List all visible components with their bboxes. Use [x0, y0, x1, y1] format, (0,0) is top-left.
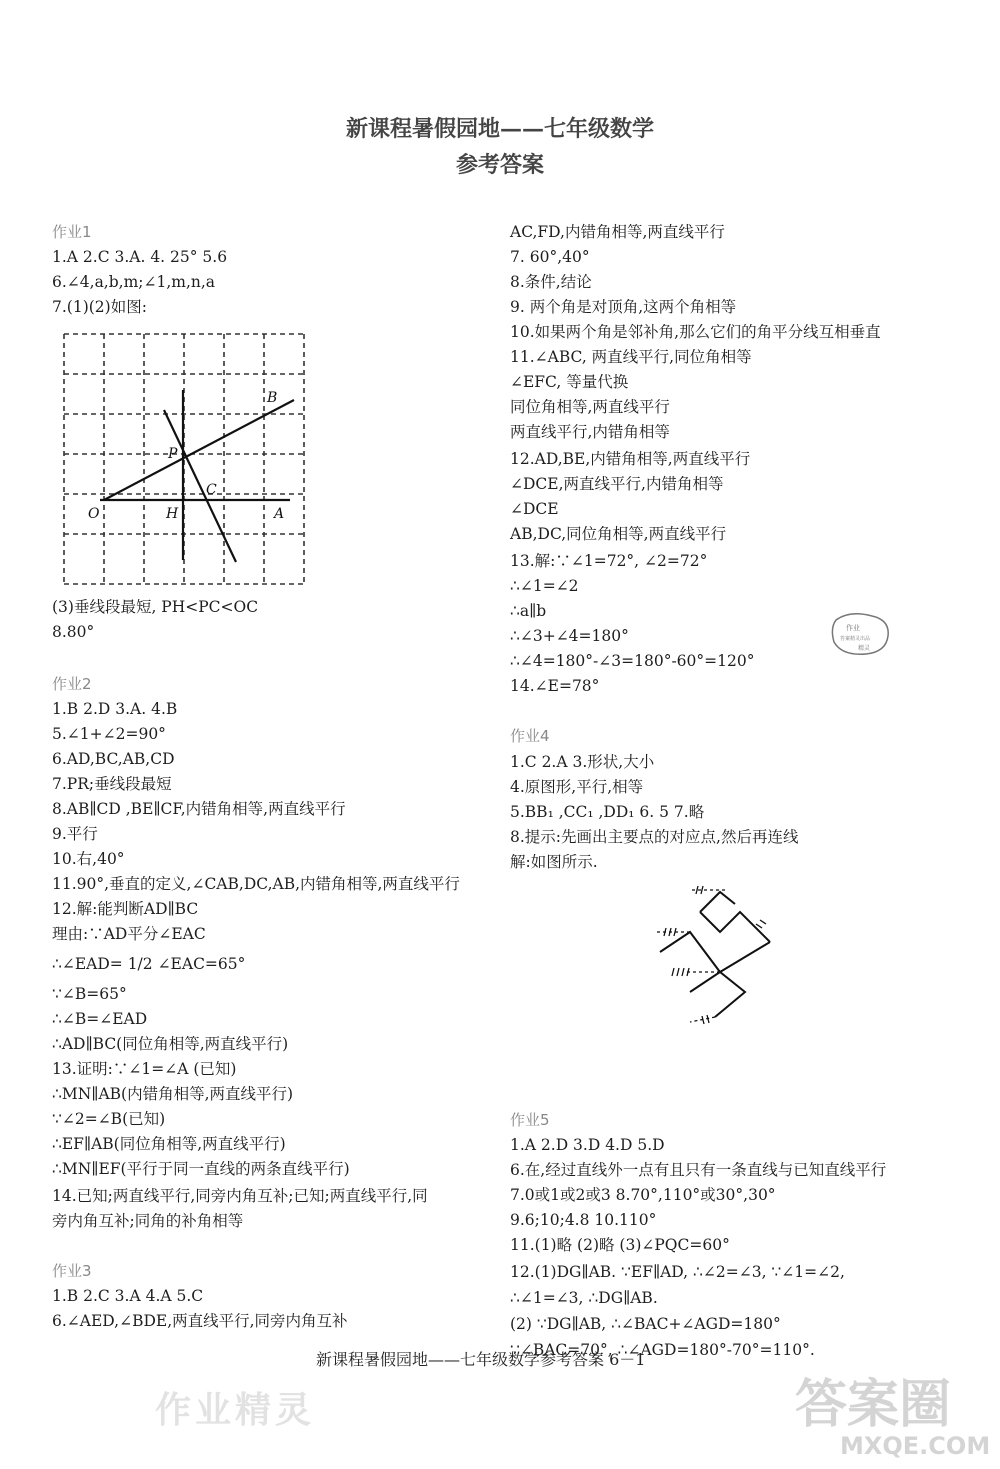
- answer-line: 9.平行: [52, 825, 98, 843]
- answer-line: 12.解:能判断AD∥BC: [52, 900, 199, 918]
- section-heading: 作业1: [52, 223, 92, 241]
- label-B: B: [267, 390, 278, 406]
- answer-line: 6.在,经过直线外一点有且只有一条直线与已知直线平行: [510, 1161, 887, 1179]
- answer-line: 1.C 2.A 3.形状,大小: [510, 753, 655, 771]
- answer-line: 14.已知;两直线平行,同旁内角互补;已知;两直线平行,同: [52, 1187, 428, 1205]
- page-title: 新课程暑假园地——七年级数学: [345, 116, 654, 142]
- answer-line: 13.解:∵∠1=72°, ∠2=72°: [510, 552, 708, 570]
- answer-line: ∵∠2=∠B(已知): [52, 1110, 166, 1128]
- answer-line: ∠EFC, 等量代换: [510, 373, 629, 391]
- section-heading: 作业4: [510, 727, 550, 745]
- answer-line: ∵∠BAC=70°, ∴∠AGD=180°-70°=110°.: [510, 1341, 815, 1359]
- answer-line: 7.(1)(2)如图:: [52, 298, 147, 316]
- watermark-site: MXQE.COM: [840, 1432, 991, 1460]
- answer-line: ∴∠EAD= 1/2 ∠EAC=65°: [52, 955, 246, 973]
- answer-line: 5.BB₁ ,CC₁ ,DD₁ 6. 5 7.略: [510, 803, 705, 821]
- answer-line: 14.∠E=78°: [510, 677, 600, 695]
- answer-line: 10.如果两个角是邻补角,那么它们的角平分线互相垂直: [510, 323, 881, 341]
- answer-line: ∴∠1=∠2: [510, 577, 579, 595]
- answer-line: 理由:∵AD平分∠EAC: [52, 925, 206, 943]
- answer-line: 10.右,40°: [52, 850, 125, 868]
- svg-text:答案精灵出品: 答案精灵出品: [840, 636, 871, 642]
- answer-line: (3)垂线段最短, PH<PC<OC: [52, 598, 259, 616]
- answer-line: (2) ∵DG∥AB, ∴∠BAC+∠AGD=180°: [510, 1315, 781, 1333]
- label-C: C: [206, 482, 217, 498]
- answer-line: 7. 60°,40°: [510, 248, 590, 266]
- answer-line: 8.AB∥CD ,BE∥CF,内错角相等,两直线平行: [52, 800, 346, 818]
- svg-text:精灵: 精灵: [858, 645, 871, 652]
- answer-line: 12.AD,BE,内错角相等,两直线平行: [510, 450, 751, 468]
- answer-line: 7.PR;垂线段最短: [52, 775, 172, 793]
- answer-line: 旁内角互补;同角的补角相等: [52, 1212, 244, 1230]
- stamp-logo: [828, 610, 894, 658]
- answer-line: ∵∠B=65°: [52, 985, 127, 1003]
- answer-line: ∴∠4=180°-∠3=180°-60°=120°: [510, 652, 755, 670]
- label-P: P: [168, 446, 178, 462]
- answer-line: ∴EF∥AB(同位角相等,两直线平行): [52, 1135, 286, 1153]
- answer-line: ∠DCE,两直线平行,内错角相等: [510, 475, 724, 493]
- answer-line: 8.提示:先画出主要点的对应点,然后再连线: [510, 828, 799, 846]
- answer-line: ∴∠3+∠4=180°: [510, 627, 629, 645]
- answer-line: ∴∠B=∠EAD: [52, 1010, 148, 1028]
- answer-line: 解:如图所示.: [510, 853, 598, 871]
- section-heading: 作业5: [510, 1111, 550, 1129]
- answer-line: 8.条件,结论: [510, 273, 592, 291]
- answer-line: AC,FD,内错角相等,两直线平行: [510, 223, 725, 241]
- answer-line: 7.0或1或2或3 8.70°,110°或30°,30°: [510, 1186, 776, 1204]
- answer-line: ∴AD∥BC(同位角相等,两直线平行): [52, 1035, 289, 1053]
- answer-line: 9.6;10;4.8 10.110°: [510, 1211, 657, 1229]
- section-heading: 作业2: [52, 675, 92, 693]
- answer-line: 同位角相等,两直线平行: [510, 398, 670, 416]
- answer-line: 8.80°: [52, 623, 95, 641]
- answer-line: 11.(1)略 (2)略 (3)∠PQC=60°: [510, 1236, 730, 1254]
- answer-line: ∴MN∥AB(内错角相等,两直线平行): [52, 1085, 294, 1103]
- answer-line: 4.原图形,平行,相等: [510, 778, 644, 796]
- answer-line: 1.A 2.D 3.D 4.D 5.D: [510, 1136, 665, 1154]
- answer-line: 1.B 2.D 3.A. 4.B: [52, 700, 178, 718]
- answer-line: 6.AD,BC,AB,CD: [52, 750, 175, 768]
- answer-line: ∴MN∥EF(平行于同一直线的两条直线平行): [52, 1160, 350, 1178]
- page-footer: 新课程暑假园地——七年级数学参考答案 6－1: [316, 1350, 646, 1369]
- answer-line: 5.∠1+∠2=90°: [52, 725, 166, 743]
- answer-line: AB,DC,同位角相等,两直线平行: [510, 525, 727, 543]
- answer-line: 6.∠AED,∠BDE,两直线平行,同旁内角互补: [52, 1312, 348, 1330]
- label-O: O: [88, 506, 100, 522]
- svg-text:作业: 作业: [846, 624, 860, 632]
- answer-line: ∴a∥b: [510, 602, 547, 620]
- grid-figure: [60, 330, 310, 590]
- answer-line: 1.B 2.C 3.A 4.A 5.C: [52, 1287, 204, 1305]
- answer-line: 12.(1)DG∥AB. ∵EF∥AD, ∴∠2=∠3, ∵∠1=∠2,: [510, 1263, 845, 1281]
- answer-line: 9. 两个角是对顶角,这两个角相等: [510, 298, 737, 316]
- answer-line: 两直线平行,内错角相等: [510, 423, 670, 441]
- answer-line: ∠DCE: [510, 500, 559, 518]
- translation-figure: [650, 882, 790, 1042]
- page-subtitle: 参考答案: [455, 152, 544, 178]
- answer-line: 13.证明:∵∠1=∠A (已知): [52, 1060, 237, 1078]
- answer-line: 11.90°,垂直的定义,∠CAB,DC,AB,内错角相等,两直线平行: [52, 875, 460, 893]
- answer-line: 1.A 2.C 3.A. 4. 25° 5.6: [52, 248, 228, 266]
- answer-line: ∴∠1=∠3, ∴DG∥AB.: [510, 1289, 658, 1307]
- section-heading: 作业3: [52, 1262, 92, 1280]
- answer-line: 11.∠ABC, 两直线平行,同位角相等: [510, 348, 752, 366]
- watermark-right: 答案圈: [795, 1375, 952, 1435]
- answer-line: 6.∠4,a,b,m;∠1,m,n,a: [52, 273, 216, 291]
- line-PC: [164, 410, 236, 562]
- label-H: H: [166, 506, 179, 522]
- label-A: A: [274, 506, 285, 522]
- watermark-left: 作业精灵: [155, 1390, 316, 1431]
